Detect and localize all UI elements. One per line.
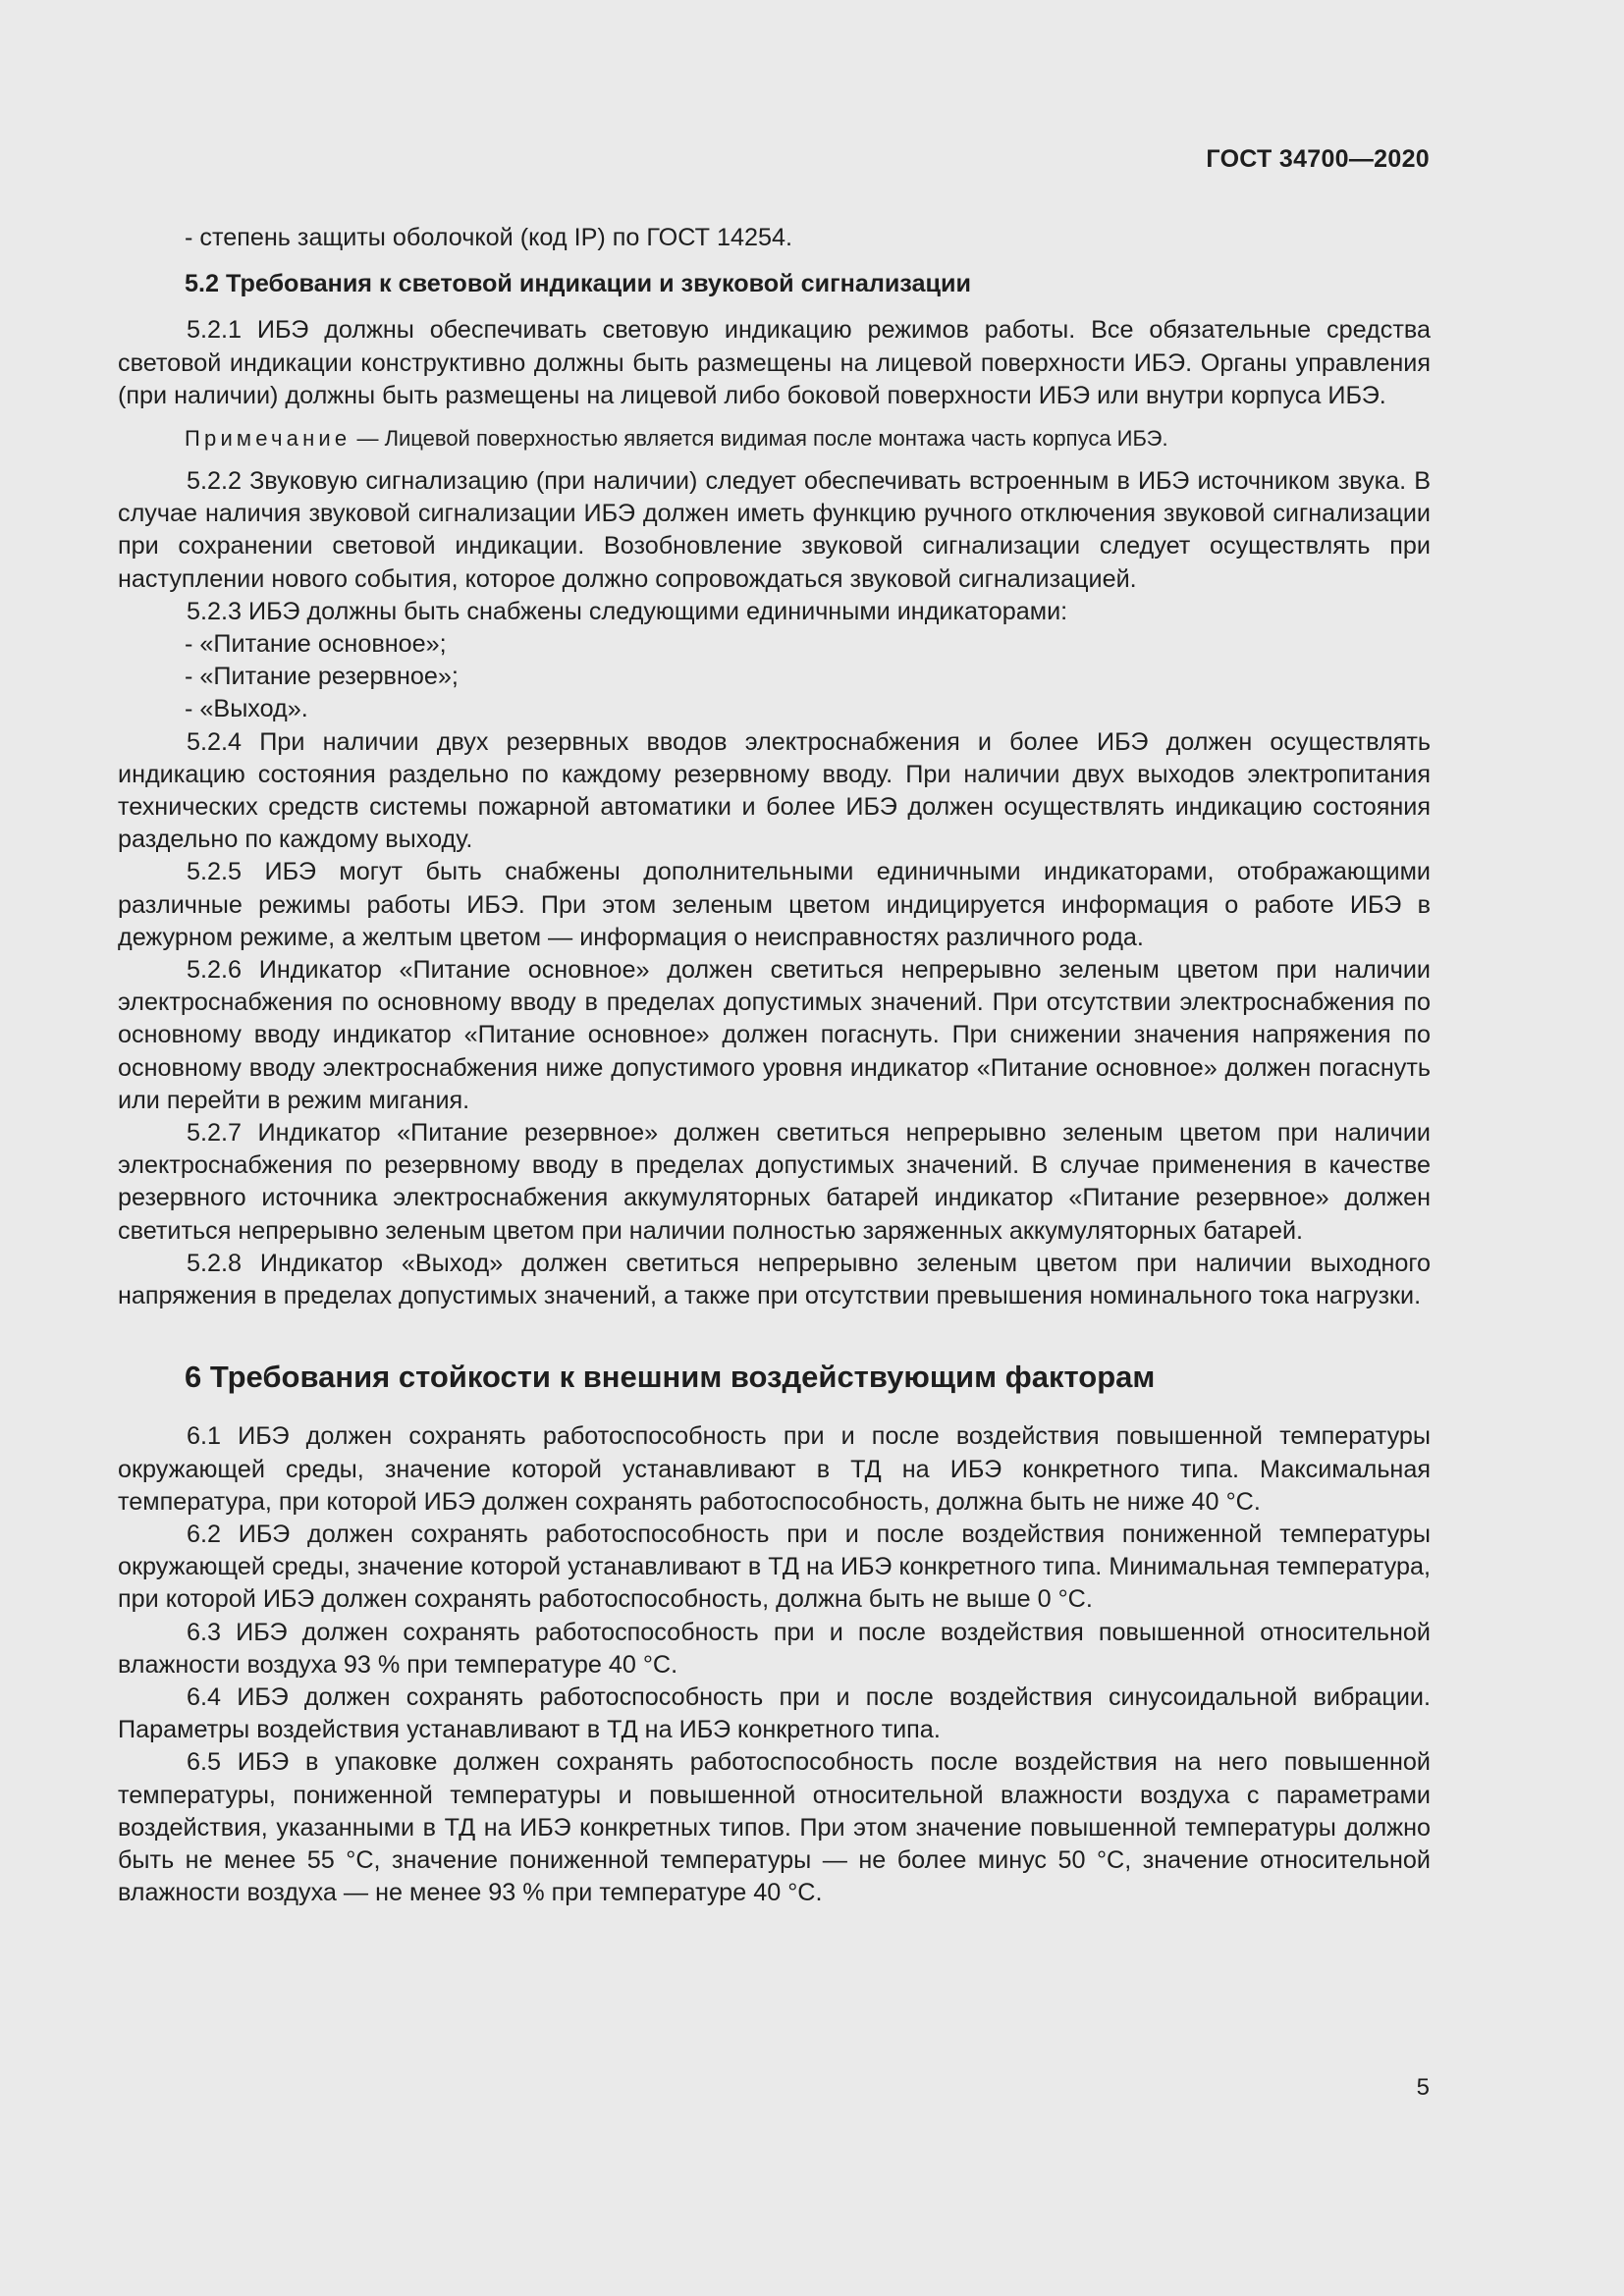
clause-6-3: 6.3 ИБЭ должен сохранять работоспособность при и после воздействия повышенной относительной влажности воздуха 93 % при температуре 40 °С. <box>118 1618 1431 1679</box>
note-text: — Лицевой поверхностью является видимая после монтажа часть корпуса ИБЭ. <box>351 426 1168 452</box>
clause-5-2-1: 5.2.1 ИБЭ должны обеспечивать световую индикацию режимов работы. Все обязательные средства световой индикации конструктивно должны быть размещены на лицевой поверхности ИБЭ. Органы управления (при наличии) должны быть размещены на лицевой либо боковой поверхности ИБЭ или внутри корпуса ИБЭ. <box>118 316 1431 409</box>
clause-6-4: 6.4 ИБЭ должен сохранять работоспособность при и после воздействия синусоидальной вибрации. Параметры воздействия устанавливают в ТД на ИБЭ конкретного типа. <box>118 1682 1431 1744</box>
clause-5-2-2: 5.2.2 Звуковую сигнализацию (при наличии) следует обеспечивать встроенным в ИБЭ источником звука. В случае наличия звуковой сигнализации ИБЭ должен иметь функцию ручного отключения звуковой сигнализации при сохранении световой индикации. Возобновление звуковой сигнализации следует осуществлять при наступлении нового события, которое должно сопровождаться звуковой сигнализацией. <box>118 467 1431 593</box>
clause-6-1: 6.1 ИБЭ должен сохранять работоспособность при и после воздействия повышенной температуры окружающей среды, значение которой устанавливают в ТД на ИБЭ конкретного типа. Максимальная температура, при которой ИБЭ должен сохранять работоспособность, должна быть не ниже 40 °С. <box>118 1422 1431 1516</box>
clause-5-2-8: 5.2.8 Индикатор «Выход» должен светиться непрерывно зеленым цветом при наличии выходного напряжения в пределах допустимых значений, а также при отсутствии превышения номинального тока нагрузки. <box>118 1249 1431 1310</box>
subsection-heading-5-2: 5.2 Требования к световой индикации и звуковой сигнализации <box>185 270 971 298</box>
clause-5-2-5: 5.2.5 ИБЭ могут быть снабжены дополнительными единичными индикаторами, отображающими различные режимы работы ИБЭ. При этом зеленым цветом индицируется информация о работе ИБЭ в дежурном режиме, а желтым цветом — информация о неисправностях различного рода. <box>118 858 1431 951</box>
indicator-item: - «Питание резервное»; <box>185 663 459 691</box>
page-content <box>118 222 1431 1909</box>
clause-5-2-6: 5.2.6 Индикатор «Питание основное» должен светиться непрерывно зеленым цветом при наличии электроснабжения по основному вводу в пределах допустимых значений. При отсутствии электроснабжения по основному вводу индикатор «Питание основное» должен погаснуть. При снижении значения напряжения по основному вводу электроснабжения ниже допустимого уровня индикатор «Питание основное» должен погаснуть или перейти в режим мигания. <box>118 956 1431 1114</box>
page-number: 5 <box>1416 2074 1430 2101</box>
clause-6-5: 6.5 ИБЭ в упаковке должен сохранять работоспособность после воздействия на него повышенной температуры, пониженной температуры и повышенной относительной влажности воздуха с параметрами воздействия, указанными в ТД на ИБЭ конкретных типов. При этом значение повышенной температуры должно быть не менее 55 °С, значение пониженной температуры — не более минус 50 °С, значение относительной влажности воздуха — не менее 93 % при температуре 40 °С. <box>118 1748 1431 1907</box>
protection-degree-item: - степень защиты оболочкой (код IP) по ГОСТ 14254. <box>185 224 792 251</box>
document-code: ГОСТ 34700—2020 <box>1206 145 1430 173</box>
note <box>118 424 1431 454</box>
indicator-item: - «Питание основное»; <box>185 630 447 659</box>
clause-5-2-3: 5.2.3 ИБЭ должны быть снабжены следующими единичными индикаторами: <box>187 597 1068 625</box>
clause-5-2-7: 5.2.7 Индикатор «Питание резервное» должен светиться непрерывно зеленым цветом при наличии электроснабжения по резервному вводу в пределах допустимых значений. В случае применения в качестве резервного источника электроснабжения аккумуляторных батарей индикатор «Питание резервное» должен светиться непрерывно зеленым цветом при наличии полностью заряженных аккумуляторных батарей. <box>118 1119 1431 1245</box>
indicator-item: - «Выход». <box>185 695 308 723</box>
section-heading-6: 6 Требования стойкости к внешним воздействующим факторам <box>185 1360 1156 1395</box>
clause-5-2-4: 5.2.4 При наличии двух резервных вводов электроснабжения и более ИБЭ должен осуществлять индикацию состояния раздельно по каждому резервному вводу. При наличии двух выходов электропитания технических средств системы пожарной автоматики и более ИБЭ должен осуществлять индикацию состояния раздельно по каждому выходу. <box>118 727 1431 854</box>
note-label: Примечание <box>185 426 352 452</box>
clause-6-2: 6.2 ИБЭ должен сохранять работоспособность при и после воздействия пониженной температуры окружающей среды, значение которой устанавливают в ТД на ИБЭ конкретного типа. Минимальная температура, при которой ИБЭ должен сохранять работоспособность, должна быть не выше 0 °С. <box>118 1520 1431 1614</box>
